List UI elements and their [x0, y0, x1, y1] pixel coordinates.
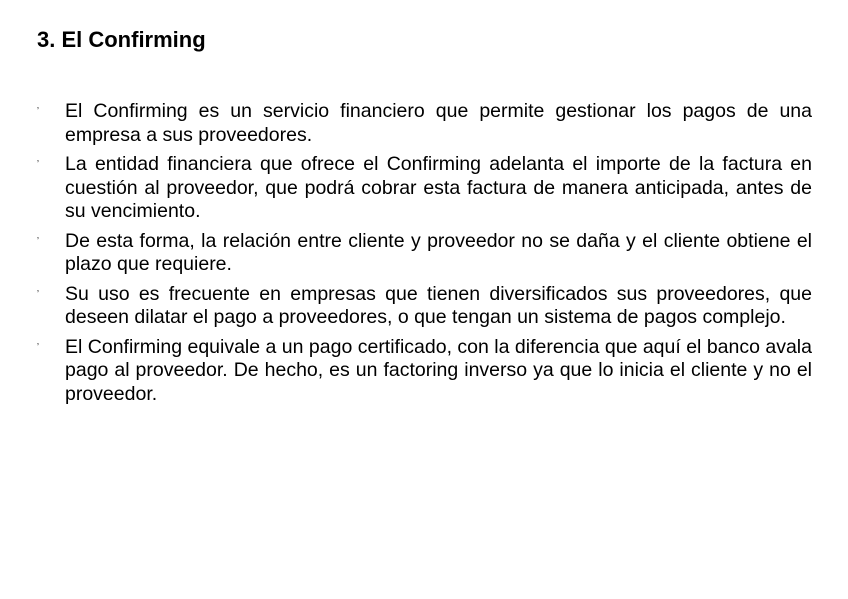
bullet-text: El Confirming equivale a un pago certificado, con la diferencia que aquí el banco avala pago al proveedor. De hecho, es un factoring inverso ya que lo inicia el cliente y no el proveedor. [65, 335, 812, 405]
bullet-text: La entidad financiera que ofrece el Confirming adelanta el importe de la factura en cuestión al proveedor, que podrá cobrar esta factura de manera anticipada, antes de su vencimiento. [65, 153, 812, 222]
bullet-marker-icon: ʼ [37, 341, 39, 352]
slide-title: 3. El Confirming [37, 27, 206, 52]
bullet-marker-icon: ʼ [37, 106, 39, 116]
bullet-marker-icon: ʼ [37, 288, 39, 299]
bullet-item [37, 283, 812, 330]
bullet-text: Su uso es frecuente en empresas que tienen diversificados sus proveedores, que deseen dilatar el pago a proveedores, o que tengan un sistema de pagos complejo. [65, 282, 812, 328]
bullet-item [37, 100, 812, 147]
bullet-item [37, 153, 812, 224]
bullet-item [37, 336, 812, 407]
bullet-text: El Confirming es un servicio financiero que permite gestionar los pagos de una empresa a sus proveedores. [65, 100, 812, 146]
bullet-marker-icon: ʼ [37, 159, 39, 169]
bullet-list [37, 100, 812, 412]
bullet-text: De esta forma, la relación entre cliente y proveedor no se daña y el cliente obtiene el plazo que requiere. [65, 229, 812, 275]
bullet-item [37, 230, 812, 277]
bullet-marker-icon: ʼ [37, 235, 39, 246]
